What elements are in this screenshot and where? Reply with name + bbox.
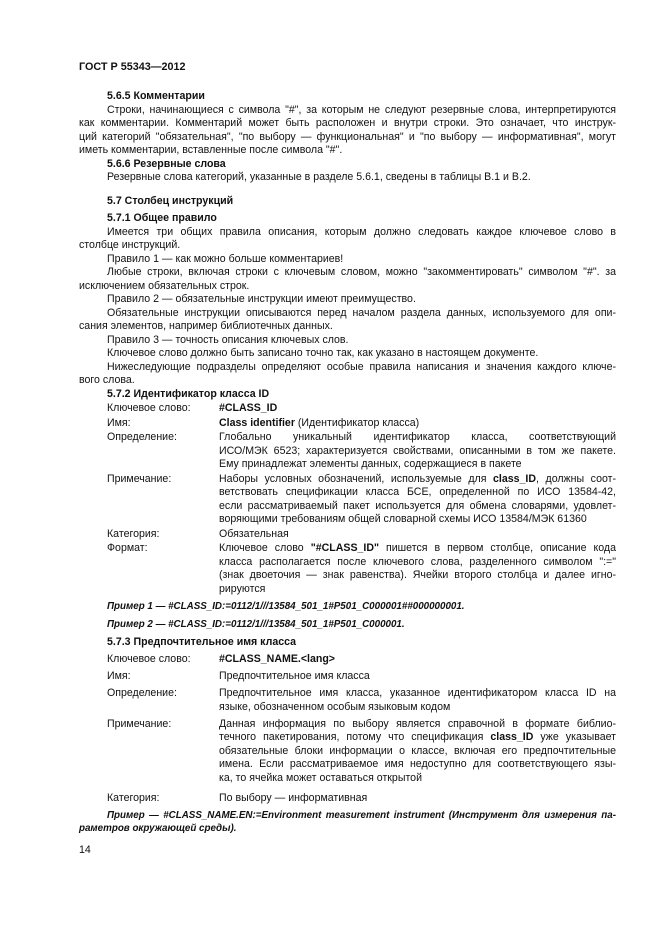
example-line: раметров окружающей среды). — [79, 823, 237, 834]
document-body — [79, 90, 616, 836]
text-fragment-bold: "#CLASS_ID" — [310, 542, 380, 554]
section-5-6-5 — [79, 90, 616, 158]
paragraph-line: как комментарии. Комментарий может быть расположен и внутри строки. Это означает, что инструк- — [79, 117, 616, 129]
table-row-category — [79, 792, 616, 806]
example-line: Пример 2 — #CLASS_ID:=0112/1///13584_501_1#P501_C000001. — [107, 618, 405, 630]
paragraph-line: Ключевое слово должно быть записано точно так, как указано в настоящем документе. — [107, 347, 539, 359]
field-value — [219, 687, 616, 714]
table-row-note — [79, 473, 616, 527]
section-5-7 — [79, 195, 616, 209]
field-value-line: ветствовать спецификации класса БСЕ, определенной по ИСО 13584-42, — [219, 486, 616, 498]
field-value — [219, 792, 616, 806]
text-fragment-bold: class_ID — [493, 472, 537, 485]
field-value-line: языке, обозначенном особым языковым кодом — [219, 700, 451, 713]
paragraph-line: Строки, начинающиеся с символа "#", за которым не следуют резервные слова, интерпретируются — [107, 103, 616, 116]
field-value-line: Предпочтительное имя класса, указанное идентификатором класса ID на — [219, 687, 616, 699]
field-value-line: (знак двоеточия — знак равенства). Ячейки второго столбца и далее игно- — [219, 569, 616, 581]
text-fragment: уже указывает — [533, 731, 616, 743]
field-label: Примечание: — [107, 717, 172, 730]
field-value-line: Ему принадлежат элементы данных, содержащиеся в пакете — [219, 458, 522, 470]
field-value — [219, 473, 616, 527]
field-value-line: ИСО/МЭК 6523; характеризуется свойствами, описанными в том же пакете. — [219, 444, 616, 457]
table-row-note — [79, 718, 616, 786]
table-row-keyword — [79, 402, 616, 416]
field-value-line — [219, 542, 616, 556]
field-value-line: ка, то ячейка может оставаться открытой — [219, 771, 422, 784]
text-fragment: Наборы условных обозначений, используемые для — [219, 472, 494, 485]
rule-line: Правило 2 — обязательные инструкции имеют преимущество. — [107, 293, 416, 305]
field-value — [219, 670, 616, 684]
field-label: Категория: — [107, 791, 160, 804]
section-heading: 5.7.3 Предпочтительное имя класса — [107, 636, 297, 648]
field-value-line: Обязательная — [219, 527, 289, 540]
text-fragment: течного пакетирования, потому что спецификация — [219, 731, 491, 743]
paragraph-line: Любые строки, включая строки с ключевым словом, можно "закомментировать" символом "#". за — [107, 266, 616, 278]
field-value-line — [219, 417, 616, 431]
field-label: Формат: — [107, 542, 148, 554]
name-value-bold: Class identifier — [219, 416, 295, 429]
paragraph-line: столбце инструкций. — [79, 239, 181, 251]
section-5-7-1 — [79, 212, 616, 388]
text-fragment-bold: class_ID — [490, 731, 534, 743]
field-value-line: обязательные блоки информации о классе, включая его предпочтительные — [219, 744, 616, 757]
section-5-7-2 — [79, 388, 616, 632]
section-heading: 5.7.2 Идентификатор класса ID — [107, 387, 270, 400]
field-value-line: имена. Если рассматриваемое имя недоступно для соответствующего язы- — [219, 758, 616, 770]
paragraph-line: Резервные слова категорий, указанные в разделе 5.6.1, сведены в таблицы В.1 и В.2. — [107, 171, 531, 183]
text-fragment: Ключевое слово — [219, 542, 311, 554]
example-line: Пример — #CLASS_NAME.EN:=Environment measurement instrument (Инструмент для измерения па- — [107, 809, 616, 821]
field-value — [219, 653, 616, 667]
field-value — [219, 718, 616, 786]
field-label: Примечание: — [107, 472, 172, 485]
field-value-line: класса располагается после ключевого слова, разделенного символом ":=" — [219, 555, 616, 568]
field-label: Имя: — [107, 416, 131, 429]
field-value-line: рируются — [219, 582, 266, 595]
document-header: ГОСТ Р 55343—2012 — [79, 61, 186, 73]
field-label: Определение: — [107, 431, 177, 443]
section-5-7-3 — [79, 636, 616, 836]
field-value-line: Глобально уникальный идентификатор класса, соответствующий — [219, 431, 616, 443]
example-line: Пример 1 — #CLASS_ID:=0112/1///13584_501_1#P501_C000001##000000001. — [107, 600, 465, 612]
table-row-definition — [79, 431, 616, 472]
keyword-value: #CLASS_NAME.<lang> — [219, 653, 335, 665]
section-heading: 5.7 Столбец инструкций — [107, 195, 234, 207]
keyword-description-table — [79, 402, 616, 596]
field-value-line — [219, 731, 616, 745]
table-row-name — [79, 670, 616, 684]
field-value-line: воряющими требованиям общей словарной схемы ИСО 13584/МЭК 61360 — [219, 513, 587, 525]
rule-line: Правило 1 — как можно больше комментариев! — [107, 252, 344, 265]
field-label: Имя: — [107, 670, 131, 682]
field-label: Определение: — [107, 687, 177, 699]
paragraph-line: иметь комментарии, вставленные после символа "#". — [79, 144, 343, 156]
field-value — [219, 417, 616, 431]
table-row-definition — [79, 687, 616, 714]
field-value-line: Предпочтительное имя класса — [219, 670, 370, 682]
paragraph-line: ций категорий "обязательная", "по выбору — функциональная" и "по выбору — информативная", могут — [79, 130, 616, 143]
rule-line: Правило 3 — точность описания ключевых слов. — [107, 333, 349, 346]
paragraph-line: вого слова. — [79, 374, 135, 386]
field-label: Категория: — [107, 527, 160, 540]
field-value-line: По выбору — информативная — [219, 791, 368, 804]
field-value — [219, 542, 616, 596]
text-fragment: пишется в первом столбце, описание кода — [379, 542, 616, 554]
field-label: Ключевое слово: — [107, 653, 191, 665]
section-heading: 5.7.1 Общее правило — [107, 212, 217, 224]
field-value — [219, 402, 616, 416]
field-value — [219, 528, 616, 542]
paragraph-line: исключением обязательных строк. — [79, 279, 250, 292]
table-row-format — [79, 542, 616, 596]
table-row-keyword — [79, 653, 616, 667]
section-heading: 5.6.5 Комментарии — [107, 90, 205, 102]
paragraph-line: Нижеследующие подразделы определяют особые правила написания и значения каждого ключе- — [107, 360, 616, 373]
page-number: 14 — [79, 844, 91, 856]
keyword-description-table — [79, 653, 616, 805]
table-row-name — [79, 417, 616, 431]
field-value-line: Данная информация по выбору является справочной в формате библио- — [219, 717, 616, 730]
field-value-line — [219, 473, 616, 487]
paragraph-line: сания элементов, например библиотечных данных. — [79, 320, 333, 332]
field-value — [219, 431, 616, 472]
paragraph-line: Имеется три общих правила описания, которым должно следовать каждое ключевое слово в — [107, 225, 616, 238]
name-value-rest: (Идентификатор класса) — [294, 416, 420, 429]
table-row-category — [79, 528, 616, 542]
text-fragment: , должны соот- — [536, 472, 616, 485]
field-label: Ключевое слово: — [107, 402, 191, 414]
field-value-line: если рассматриваемый пакет используется для обмена словарями, удовлет- — [219, 499, 616, 512]
keyword-value: #CLASS_ID — [219, 402, 278, 414]
section-5-6-6 — [79, 158, 616, 185]
paragraph-line: Обязательные инструкции описываются перед началом раздела данных, используемого для опи- — [107, 306, 616, 319]
section-heading: 5.6.6 Резервные слова — [107, 157, 226, 170]
